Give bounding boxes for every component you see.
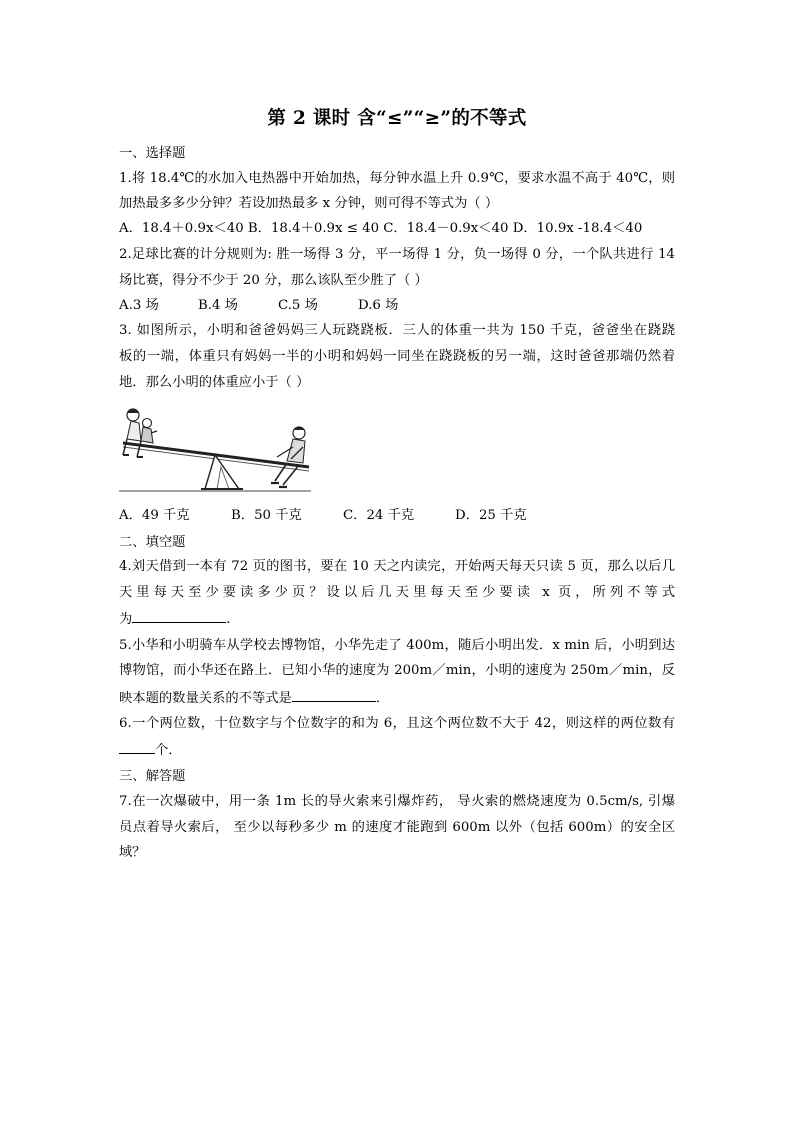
q2-option-a: A.3 场 (119, 298, 159, 313)
seesaw-illustration-icon (117, 403, 313, 495)
q5-line-3-prefix: 映本题的数量关系的不等式是 (119, 691, 292, 706)
section-heading-solve: 三、解答题 (119, 769, 186, 784)
q6-line-2-suffix: 个． (155, 743, 182, 758)
q6-answer-blank[interactable] (119, 740, 155, 754)
q3-option-d: D．25 千克 (455, 508, 527, 523)
q5-line-2: 博物馆，而小华还在路上．已知小华的速度为 200m／min，小明的速度为 250m／min，反 (119, 663, 675, 678)
q3-line-3: 地．那么小明的体重应小于（ ） (119, 375, 310, 390)
q5-answer-blank[interactable] (292, 688, 376, 702)
q2-line-1: 2.足球比赛的计分规则为: 胜一场得 3 分，平一场得 1 分，负一场得 0 分，一个队共进行 14 (119, 247, 675, 262)
q2-option-d: D.6 场 (358, 298, 399, 313)
q2-line-2: 场比赛，得分不少于 20 分，那么该队至少胜了（ ） (119, 273, 428, 288)
q7-line-1: 7.在一次爆破中，用一条 1m 长的导火索来引爆炸药， 导火索的燃烧速度为 0.5cm/s, 引爆 (119, 794, 675, 809)
q4-line-1: 4.刘天借到一本有 72 页的图书，要在 10 天之内读完，开始两天每天只读 5 页，那么以后几 (119, 559, 675, 574)
q3-option-a: A．49 千克 (119, 508, 190, 523)
q2-option-b: B.4 场 (198, 298, 238, 313)
q5-line-3 (119, 688, 389, 709)
section-heading-choice: 一、选择题 (119, 146, 186, 161)
q4-answer-blank[interactable] (132, 609, 226, 623)
q1-line-1: 1.将 18.4℃的水加入电热器中开始加热，每分钟水温上升 0.9℃，要求水温不高于 40℃，则 (119, 171, 675, 186)
q4-line-2: 天里每天至少要读多少页？设以后几天里每天至少要读 x 页，所列不等式 (119, 585, 675, 600)
q7-line-3: 域？ (119, 845, 146, 860)
q3-line-1: 3. 如图所示，小明和爸爸妈妈三人玩跷跷板．三人的体重一共为 150 千克，爸爸坐在跷跷 (119, 323, 675, 338)
q5-line-3-suffix: ． (375, 691, 390, 706)
q4-line-3-suffix: . (226, 612, 231, 627)
q6-line-1: 6.一个两位数，十位数字与个位数字的和为 6，且这个两位数不大于 42，则这样的两位数有 (119, 716, 675, 731)
q7-line-2: 员点着导火索后， 至少以每秒多少 m 的速度才能跑到 600m 以外（包括 600m）的安全区 (119, 820, 675, 835)
section-heading-fill: 二、填空题 (119, 535, 186, 550)
q6-line-2 (119, 740, 182, 761)
q5-line-1: 5.小华和小明骑车从学校去博物馆，小华先走了 400m，随后小明出发．x min 后，小明到达 (119, 638, 675, 653)
q2-option-c: C.5 场 (278, 298, 318, 313)
q1-options: A．18.4＋0.9x＜40 B．18.4＋0.9x ≤ 40 C．18.4－0.9x＜40 D．10.9x -18.4＜40 (119, 221, 643, 236)
q1-line-2: 加热最多多少分钟？若设加热最多 x 分钟，则可得不等式为（ ） (119, 196, 499, 211)
q3-line-2: 板的一端，体重只有妈妈一半的小明和妈妈一同坐在跷跷板的另一端，这时爸爸那端仍然着 (119, 349, 675, 364)
page-title: 第 2 课时 含“≤”“≥”的不等式 (267, 108, 527, 129)
q4-line-3 (119, 609, 231, 630)
q3-option-b: B．50 千克 (231, 508, 302, 523)
q4-line-3-prefix: 为 (119, 612, 133, 627)
q3-option-c: C．24 千克 (343, 508, 415, 523)
